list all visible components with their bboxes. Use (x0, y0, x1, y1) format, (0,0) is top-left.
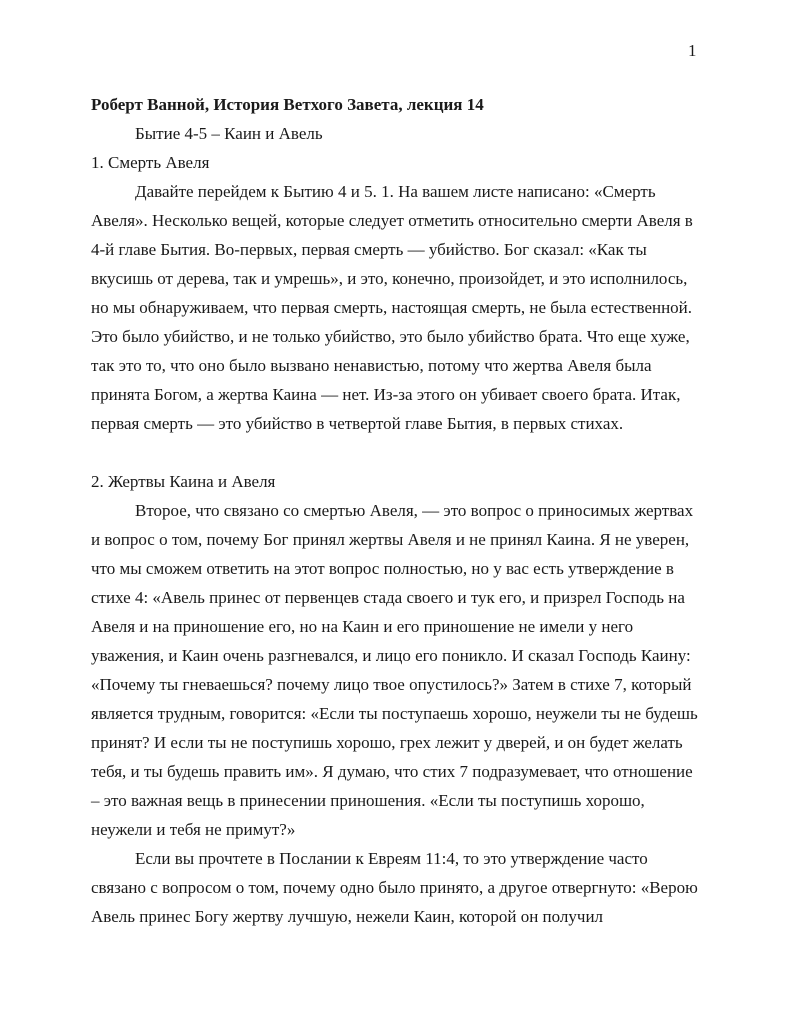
text-line: что мы сможем ответить на этот вопрос полностью, но у вас есть утверждение в (91, 559, 674, 578)
text-line: тебя, и ты будешь править им». Я думаю, что стих 7 подразумевает, что отношение (91, 762, 693, 781)
text-line: Если вы прочтете в Послании к Евреям 11:4, то это утверждение часто (135, 849, 648, 868)
text-line: Авель принес Богу жертву лучшую, нежели Каин, которой он получил (91, 907, 604, 926)
text-line: 4-й главе Бытия. Во-первых, первая смерть — убийство. Бог сказал: «Как ты (91, 240, 647, 259)
text-line: стихе 4: «Авель принес от первенцев стада своего и тук его, и призрел Господь на (91, 588, 685, 607)
text-line: Авеля и на приношение его, но на Каин и его приношение не имели у него (91, 617, 634, 636)
blank-line (91, 438, 709, 467)
section-heading: 2. Жертвы Каина и Авеля (91, 472, 276, 491)
section-heading: 1. Смерть Авеля (91, 153, 210, 172)
text-line: неужели и тебя не примут?» (91, 820, 296, 839)
text-line: принята Богом, а жертва Каина — нет. Из-за этого он убивает своего брата. Итак, (91, 385, 681, 404)
text-line: уважения, и Каин очень разгневался, и лицо его поникло. И сказал Господь Каину: (91, 646, 691, 665)
text-line: но мы обнаруживаем, что первая смерть, настоящая смерть, не была естественной. (91, 298, 693, 317)
text-line: связано с вопросом о том, почему одно было принято, а другое отвергнуто: «Верою (91, 878, 698, 897)
text-line: Второе, что связано со смертью Авеля, — это вопрос о приносимых жертвах (135, 501, 694, 520)
text-line: Давайте перейдем к Бытию 4 и 5. 1. На вашем листе написано: «Смерть (135, 182, 656, 201)
text-line: Это было убийство, и не только убийство, это было убийство брата. Что еще хуже, (91, 327, 690, 346)
text-line: Авеля». Несколько вещей, которые следует отметить относительно смерти Авеля в (91, 211, 693, 230)
text-line: вкусишь от дерева, так и умрешь», и это, конечно, произойдет, и это исполнилось, (91, 269, 688, 288)
text-line: – это важная вещь в принесении приношения. «Если ты поступишь хорошо, (91, 791, 645, 810)
text-line: «Почему ты гневаешься? почему лицо твое опустилось?» Затем в стихе 7, который (91, 675, 692, 694)
page-number: 1 (688, 41, 697, 60)
text-line: принят? И если ты не поступишь хорошо, грех лежит у дверей, и он будет желать (91, 733, 683, 752)
lecture-title: Роберт Ванной, История Ветхого Завета, лекция 14 (91, 95, 484, 114)
document-content (91, 90, 709, 931)
text-line: так это то, что оно было вызвано ненавистью, потому что жертва Авеля была (91, 356, 652, 375)
lecture-subtitle: Бытие 4-5 – Каин и Авель (135, 124, 323, 143)
text-line: первая смерть — это убийство в четвертой главе Бытия, в первых стихах. (91, 414, 624, 433)
text-line: является трудным, говорится: «Если ты поступаешь хорошо, неужели ты не будешь (91, 704, 698, 723)
text-line: и вопрос о том, почему Бог принял жертвы Авеля и не принял Каина. Я не уверен, (91, 530, 690, 549)
